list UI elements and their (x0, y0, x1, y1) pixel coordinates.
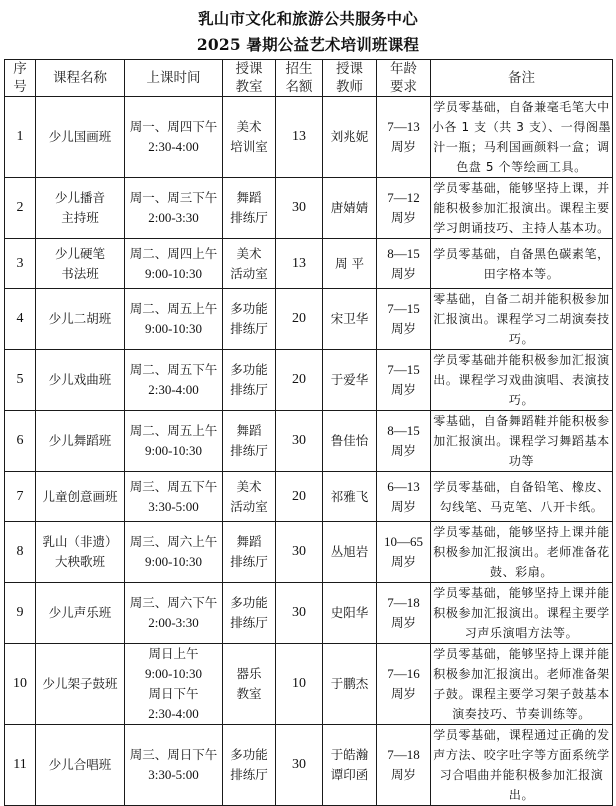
cell-teacher: 祁雅飞 (323, 472, 377, 522)
cell-classroom: 多功能 排练厅 (223, 583, 276, 644)
table-row (5, 725, 613, 806)
cell-schedule-time: 周日上午 9:00-10:30 周日下午 2:30-4:00 (125, 644, 223, 725)
cell-course-name: 少儿声乐班 (36, 583, 125, 644)
cell-course-name: 少儿硬笔 书法班 (36, 239, 125, 289)
cell-quota: 30 (276, 522, 323, 583)
cell-age-requirement: 6—13 周岁 (377, 472, 431, 522)
cell-age-requirement: 7—16 周岁 (377, 644, 431, 725)
cell-course-name: 少儿国画班 (36, 97, 125, 178)
cell-schedule-time: 周二、周四上午 9:00-10:30 (125, 239, 223, 289)
cell-age-requirement: 7—18 周岁 (377, 583, 431, 644)
cell-teacher: 刘兆妮 (323, 97, 377, 178)
cell-course-name: 少儿二胡班 (36, 289, 125, 350)
cell-notes: 学员零基础，课程通过正确的发声方法、咬字吐字等方面系统学习合唱曲并能积极参加汇报演出。 (431, 725, 613, 806)
cell-age-requirement: 7—13 周岁 (377, 97, 431, 178)
table-row (5, 289, 613, 350)
table-row (5, 411, 613, 472)
cell-teacher: 丛旭岩 (323, 522, 377, 583)
cell-classroom: 舞蹈 排练厅 (223, 411, 276, 472)
cell-teacher: 史阳华 (323, 583, 377, 644)
table-row (5, 583, 613, 644)
cell-index: 10 (5, 644, 36, 725)
cell-notes: 学员零基础，自备铅笔、橡皮、勾线笔、马克笔、八开卡纸。 (431, 472, 613, 522)
cell-classroom: 多功能 排练厅 (223, 350, 276, 411)
cell-schedule-time: 周二、周五上午 9:00-10:30 (125, 411, 223, 472)
cell-schedule-time: 周三、周日下午 3:30-5:00 (125, 725, 223, 806)
cell-teacher: 于鹏杰 (323, 644, 377, 725)
cell-classroom: 多功能 排练厅 (223, 725, 276, 806)
cell-index: 7 (5, 472, 36, 522)
cell-course-name: 少儿播音 主持班 (36, 178, 125, 239)
cell-course-name: 乳山（非遗） 大秧歌班 (36, 522, 125, 583)
cell-notes: 学员零基础，能够坚持上课并能积极参加汇报演出。老师准备架子鼓。课程主要学习架子鼓基本演奏技巧、节奏训练等。 (431, 644, 613, 725)
cell-course-name: 少儿戏曲班 (36, 350, 125, 411)
cell-notes: 学员零基础，自备黑色碳素笔，田字格本等。 (431, 239, 613, 289)
table-row (5, 522, 613, 583)
cell-age-requirement: 8—15 周岁 (377, 239, 431, 289)
cell-classroom: 美术 培训室 (223, 97, 276, 178)
header-course: 课程名称 (36, 60, 125, 97)
cell-index: 5 (5, 350, 36, 411)
cell-quota: 30 (276, 178, 323, 239)
cell-schedule-time: 周三、周五下午 3:30-5:00 (125, 472, 223, 522)
cell-age-requirement: 7—18 周岁 (377, 725, 431, 806)
cell-quota: 20 (276, 472, 323, 522)
cell-teacher: 鲁佳怡 (323, 411, 377, 472)
header-teacher: 授课 教师 (323, 60, 377, 97)
cell-index: 1 (5, 97, 36, 178)
document-title: 乳山市文化和旅游公共服务中心 (198, 9, 418, 28)
table-row (5, 178, 613, 239)
cell-notes: 学员零基础，能够坚持上课并能积极参加汇报演出。课程主要学习声乐演唱方法等。 (431, 583, 613, 644)
cell-notes: 学员零基础，能够坚持上课，并能积极参加汇报演出。课程主要学习朗诵技巧、主持人基本功。 (431, 178, 613, 239)
cell-notes: 学员零基础，能够坚持上课并能积极参加汇报演出。老师准备花鼓、彩扇。 (431, 522, 613, 583)
cell-age-requirement: 7—15 周岁 (377, 350, 431, 411)
cell-notes: 学员零基础，自备兼毫毛笔大中小各 1 支（共 3 支）、一得阁墨汁一瓶；马利国画颜料一盒；调色盘 5 个等绘画工具。 (431, 97, 613, 178)
cell-index: 9 (5, 583, 36, 644)
cell-quota: 13 (276, 239, 323, 289)
cell-course-name: 少儿架子鼓班 (36, 644, 125, 725)
cell-index: 4 (5, 289, 36, 350)
cell-quota: 20 (276, 350, 323, 411)
cell-notes: 零基础，自备二胡并能积极参加汇报演出。课程学习二胡演奏技巧。 (431, 289, 613, 350)
cell-age-requirement: 8—15 周岁 (377, 411, 431, 472)
cell-schedule-time: 周三、周六下午 2:00-3:30 (125, 583, 223, 644)
header-time: 上课时间 (125, 60, 223, 97)
cell-schedule-time: 周一、周三下午 2:00-3:30 (125, 178, 223, 239)
cell-quota: 20 (276, 289, 323, 350)
table-row (5, 239, 613, 289)
cell-course-name: 少儿合唱班 (36, 725, 125, 806)
cell-classroom: 美术 活动室 (223, 472, 276, 522)
cell-teacher: 于爱华 (323, 350, 377, 411)
cell-classroom: 多功能 排练厅 (223, 289, 276, 350)
header-quota: 招生 名额 (276, 60, 323, 97)
cell-course-name: 儿童创意画班 (36, 472, 125, 522)
header-age: 年龄 要求 (377, 60, 431, 97)
cell-age-requirement: 7—15 周岁 (377, 289, 431, 350)
cell-notes: 零基础，自备舞蹈鞋并能积极参加汇报演出。课程学习舞蹈基本功等 (431, 411, 613, 472)
cell-classroom: 舞蹈 排练厅 (223, 522, 276, 583)
cell-age-requirement: 7—12 周岁 (377, 178, 431, 239)
table-row (5, 97, 613, 178)
cell-schedule-time: 周二、周五下午 2:30-4:00 (125, 350, 223, 411)
header-notes: 备注 (431, 60, 613, 97)
cell-classroom: 器乐 教室 (223, 644, 276, 725)
cell-course-name: 少儿舞蹈班 (36, 411, 125, 472)
cell-quota: 30 (276, 583, 323, 644)
cell-index: 11 (5, 725, 36, 806)
cell-quota: 10 (276, 644, 323, 725)
table-row (5, 472, 613, 522)
cell-teacher: 唐婧婧 (323, 178, 377, 239)
document-subtitle: 2025 暑期公益艺术培训班课程 (196, 35, 420, 54)
cell-index: 2 (5, 178, 36, 239)
table-row (5, 644, 613, 725)
cell-quota: 13 (276, 97, 323, 178)
table-header-row (5, 60, 613, 97)
table-body (5, 97, 613, 806)
cell-teacher: 于皓瀚 谭印函 (323, 725, 377, 806)
cell-quota: 30 (276, 725, 323, 806)
header-room: 授课 教室 (223, 60, 276, 97)
cell-index: 8 (5, 522, 36, 583)
cell-classroom: 美术 活动室 (223, 239, 276, 289)
table-row (5, 350, 613, 411)
cell-quota: 30 (276, 411, 323, 472)
cell-teacher: 宋卫华 (323, 289, 377, 350)
cell-schedule-time: 周二、周五上午 9:00-10:30 (125, 289, 223, 350)
cell-schedule-time: 周三、周六上午 9:00-10:30 (125, 522, 223, 583)
cell-notes: 学员零基础并能积极参加汇报演出。课程学习戏曲演唱、表演技巧。 (431, 350, 613, 411)
cell-classroom: 舞蹈 排练厅 (223, 178, 276, 239)
cell-index: 3 (5, 239, 36, 289)
cell-schedule-time: 周一、周四下午 2:30-4:00 (125, 97, 223, 178)
cell-teacher: 周 平 (323, 239, 377, 289)
cell-index: 6 (5, 411, 36, 472)
course-schedule-table (4, 59, 613, 806)
header-index: 序 号 (5, 60, 36, 97)
cell-age-requirement: 10—65 周岁 (377, 522, 431, 583)
